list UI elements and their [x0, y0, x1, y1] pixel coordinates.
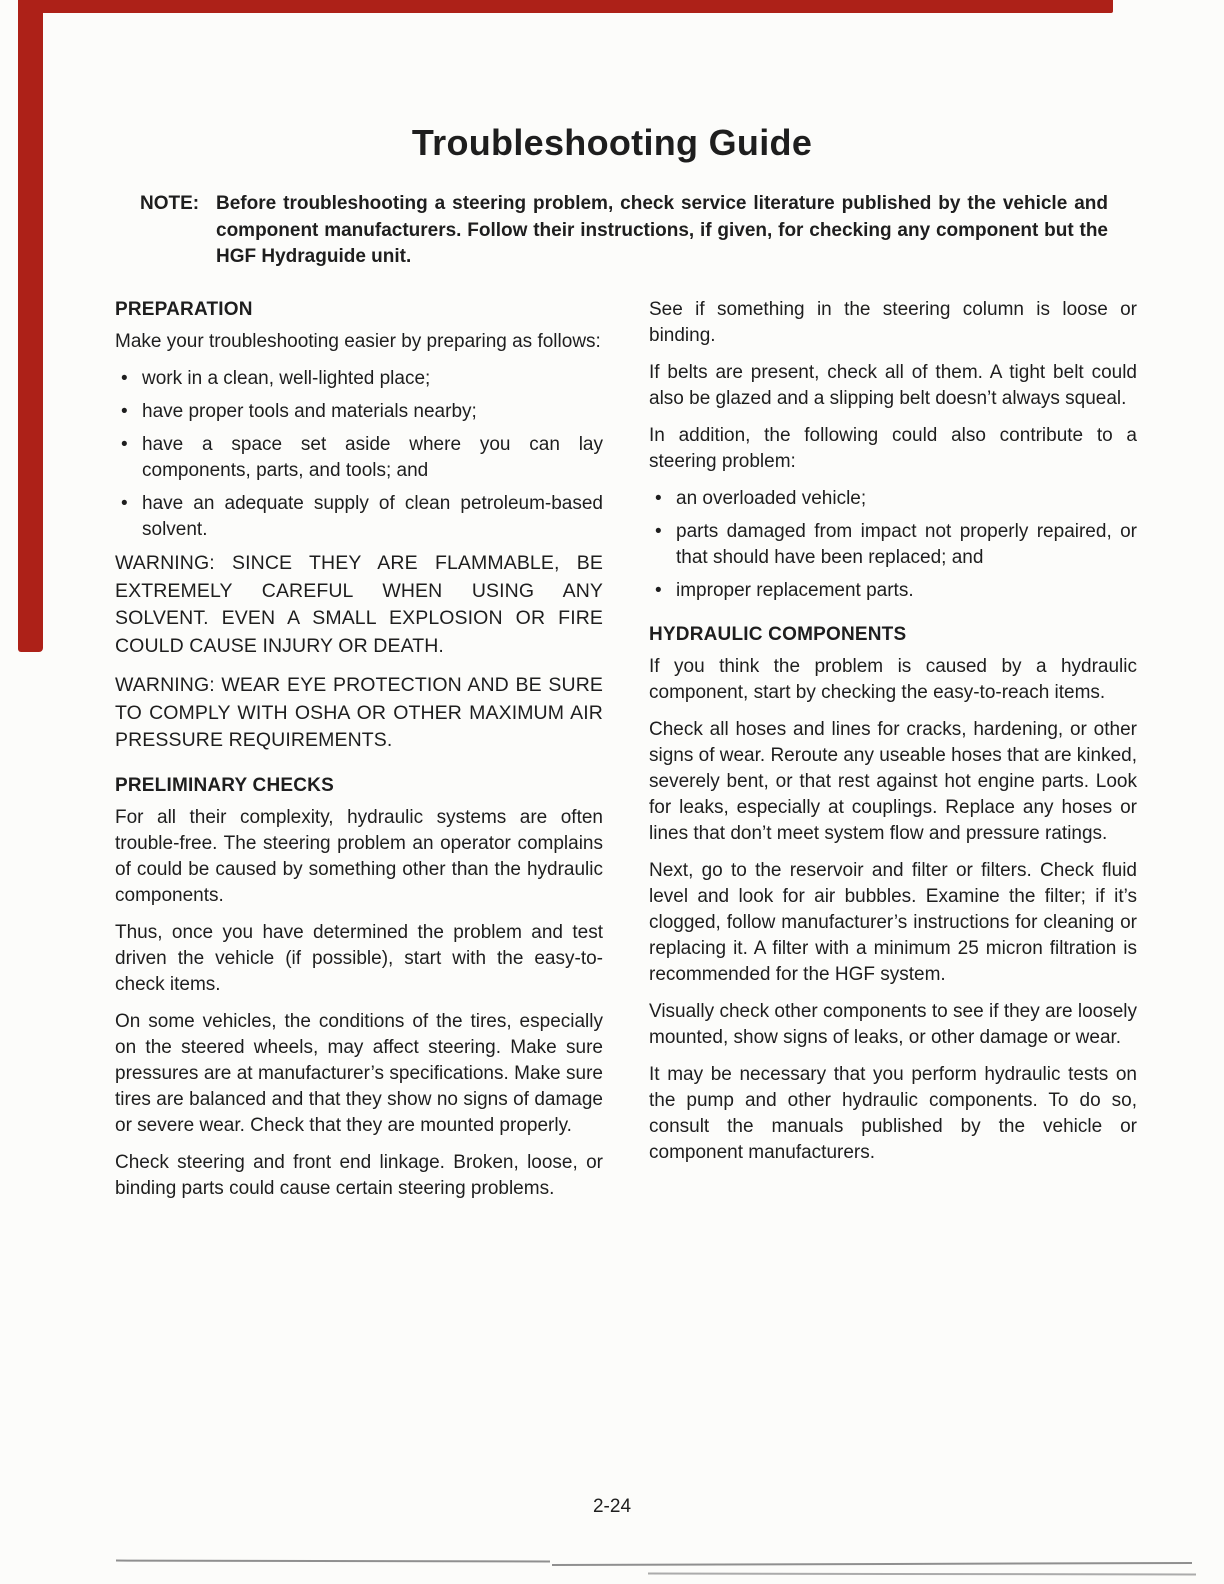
paragraph: Check steering and front end linkage. Broken, loose, or binding parts could cause certain steering problems. [115, 1151, 603, 1199]
paragraph-prep-intro: Make your troubleshooting easier by preparing as follows: [115, 331, 601, 352]
bullet-text: work in a clean, well-lighted place; [142, 368, 431, 389]
bullet-text: improper replacement parts. [676, 580, 914, 601]
page-title: Troubleshooting Guide [411, 122, 813, 163]
bullet-icon: • [655, 580, 662, 601]
list-item [649, 519, 1137, 571]
list-item [115, 399, 603, 425]
page-number: 2-24 [592, 1496, 632, 1517]
paragraph: On some vehicles, the conditions of the tires, especially on the steered wheels, may affect steering. Make sure pressures are at manufacturer’s specifications. Make sure tires are balanced and that they show no signs of damage or severe wear. Check that they are mounted properly. [115, 1010, 603, 1136]
scan-artifact-line [116, 1560, 550, 1563]
paragraph: In addition, the following could also contribute to a steering problem: [649, 425, 1137, 472]
paragraph: For all their complexity, hydraulic systems are often trouble-free. The steering problem an operator complains of could be caused by something other than the hydraulic components. [115, 806, 603, 906]
note-text: Before troubleshooting a steering problem, check service literature published by the vehicle and component manufacturers. Follow their instructions, if given, for checking any component but the HGF Hydraguide unit. [216, 193, 1108, 267]
note-label: NOTE: [140, 193, 200, 214]
bullet-icon: • [121, 368, 128, 389]
bullet-text: parts damaged from impact not properly repaired, or that should have been replaced; and [676, 521, 1137, 568]
section-heading-hydraulic-components: HYDRAULIC COMPONENTS [649, 624, 907, 645]
note-block [140, 191, 1108, 271]
bullet-text: an overloaded vehicle; [676, 488, 867, 509]
list-item [115, 491, 603, 543]
paragraph: Visually check other components to see if they are loosely mounted, show signs of leaks, or other damage or wear. [649, 1001, 1137, 1048]
paragraph: See if something in the steering column is loose or binding. [649, 299, 1137, 346]
paragraph: Thus, once you have determined the problem and test driven the vehicle (if possible), start with the easy-to-check items. [115, 921, 603, 995]
bullet-text: have an adequate supply of clean petroleum-based solvent. [142, 493, 603, 540]
scan-edge-stripe-top [25, 0, 1113, 13]
scan-edge-stripe-left [18, 0, 43, 652]
scan-artifact-line [552, 1562, 1192, 1566]
bullet-icon: • [655, 521, 662, 542]
right-column [649, 297, 1137, 1177]
bullet-icon: • [655, 488, 662, 509]
warning-flammable: WARNING: SINCE THEY ARE FLAMMABLE, BE EXTREMELY CAREFUL WHEN USING ANY SOLVENT. EVEN A SMALL EXPLOSION OR FIRE COULD CAUSE INJURY OR DEATH. [115, 552, 603, 657]
bullet-icon: • [121, 493, 128, 514]
paragraph: Next, go to the reservoir and filter or filters. Check fluid level and look for air bubbles. Examine the filter; if it’s clogged, follow manufacturer’s instructions for cleaning or replacing it. A filter with a minimum 25 micron filtration is recommended for the HGF system. [649, 860, 1137, 985]
scan-artifact-line [648, 1573, 1196, 1576]
bullet-icon: • [121, 434, 128, 455]
left-column [115, 297, 603, 1213]
list-item [115, 366, 603, 392]
bullet-text: have a space set aside where you can lay components, parts, and tools; and [142, 434, 603, 481]
bullet-icon: • [121, 401, 128, 422]
preparation-bullet-list [115, 366, 603, 543]
paragraph: It may be necessary that you perform hydraulic tests on the pump and other hydraulic components. To do so, consult the manuals published by the vehicle or component manufacturers. [649, 1064, 1137, 1163]
paragraph: If belts are present, check all of them. A tight belt could also be glazed and a slipping belt doesn’t always squeal. [649, 362, 1137, 409]
bullet-text: have proper tools and materials nearby; [142, 401, 477, 422]
paragraph: If you think the problem is caused by a hydraulic component, start by checking the easy-to-reach items. [649, 656, 1137, 703]
paragraph: Check all hoses and lines for cracks, hardening, or other signs of wear. Reroute any useable hoses that are kinked, severely bent, or that rest against hot engine parts. Look for leaks, especially at couplings. Replace any hoses or lines that don’t meet system flow and pressure ratings. [649, 719, 1137, 844]
section-heading-preliminary-checks: PRELIMINARY CHECKS [115, 774, 334, 796]
warning-eye-protection: WARNING: WEAR EYE PROTECTION AND BE SURE TO COMPLY WITH OSHA OR OTHER MAXIMUM AIR PRESSURE REQUIREMENTS. [115, 674, 603, 751]
list-item [115, 432, 603, 484]
section-heading-preparation: PREPARATION [115, 299, 253, 320]
list-item [649, 578, 1137, 604]
list-item [649, 486, 1137, 512]
contributing-factors-bullet-list [649, 486, 1137, 604]
